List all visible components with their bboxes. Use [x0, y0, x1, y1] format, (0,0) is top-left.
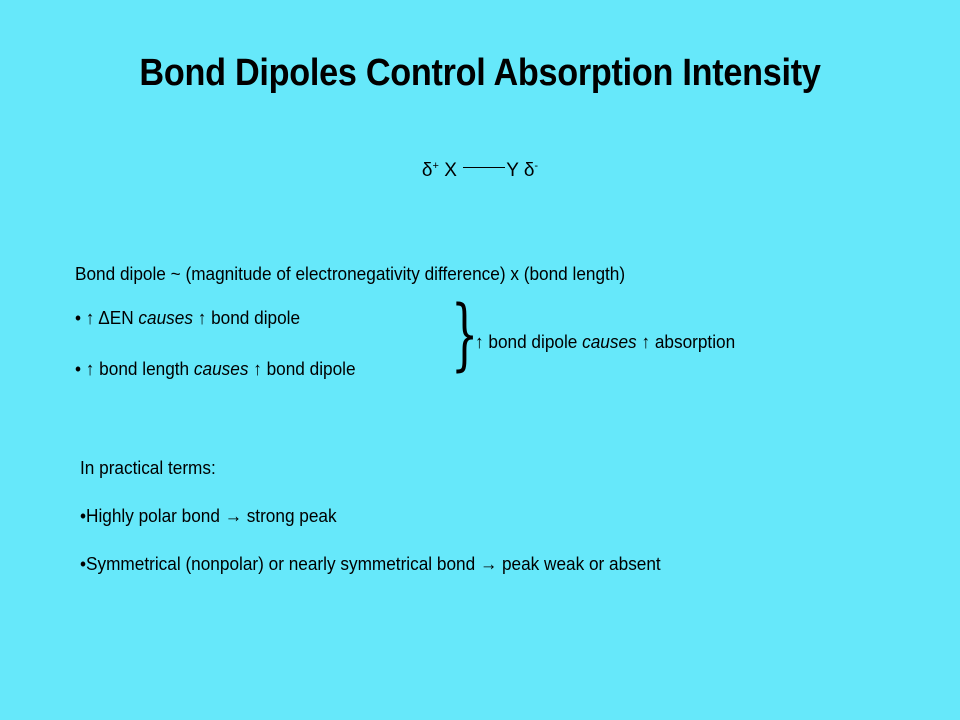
- atom-y-label: Y: [506, 160, 519, 181]
- plus-sign: +: [432, 160, 439, 172]
- bond-line: [463, 167, 505, 168]
- bullet-en-difference: [75, 307, 300, 329]
- bullet-en-suffix: ↑ bond dipole: [192, 307, 301, 328]
- bullet-length-prefix: • ↑ bond length: [75, 358, 194, 379]
- conclusion-line: [475, 331, 735, 353]
- bond-formula: [0, 160, 960, 182]
- delta-plus-symbol: δ: [421, 160, 433, 181]
- practical-item-polar: •Highly polar bond → strong peak: [80, 505, 337, 526]
- bullet-en-causes: causes: [138, 307, 193, 328]
- bullet-bond-length: [75, 358, 356, 380]
- conclusion-causes: causes: [582, 331, 637, 352]
- grouping-brace: }: [451, 290, 479, 380]
- bond-dipole-definition: Bond dipole ~ (magnitude of electronegativity difference) x (bond length): [75, 263, 626, 284]
- bullet-en-prefix: • ↑ ΔEN: [75, 307, 139, 328]
- practical-heading: In practical terms:: [80, 457, 216, 478]
- delta-minus-symbol: δ: [523, 160, 535, 181]
- conclusion-prefix: ↑ bond dipole: [475, 331, 583, 352]
- atom-x-label: X: [444, 160, 457, 181]
- bullet-length-causes: causes: [193, 358, 249, 379]
- bullet-length-suffix: ↑ bond dipole: [248, 358, 356, 379]
- slide-title: Bond Dipoles Control Absorption Intensity: [139, 52, 821, 94]
- conclusion-suffix: ↑ absorption: [636, 331, 736, 352]
- practical-item-symmetrical: •Symmetrical (nonpolar) or nearly symmetrical bond → peak weak or absent: [80, 553, 661, 574]
- minus-sign: -: [534, 160, 539, 172]
